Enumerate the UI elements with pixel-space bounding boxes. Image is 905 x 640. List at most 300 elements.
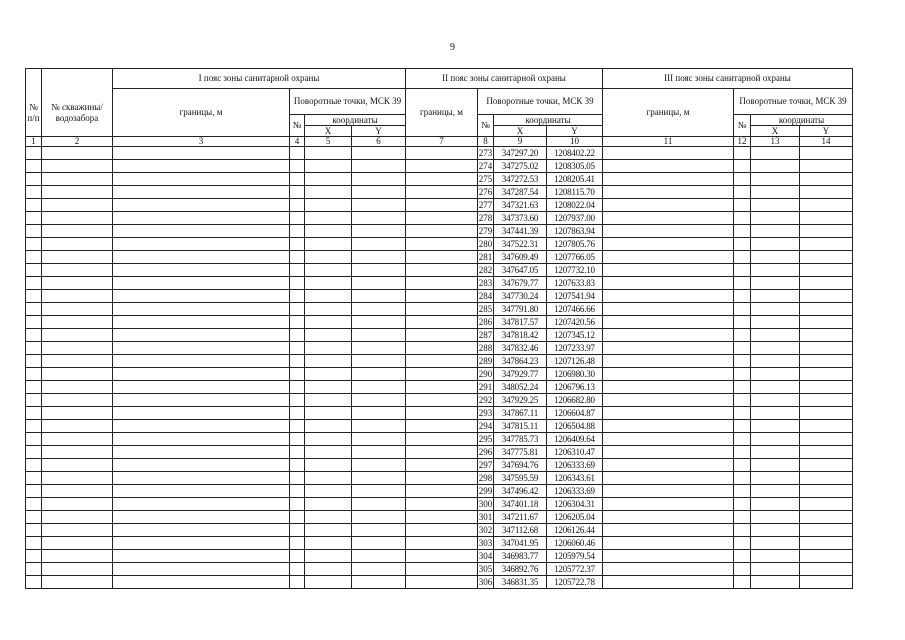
zone2-y-cell: 1208305.05 [547, 160, 603, 173]
column-number: 8 [478, 137, 494, 147]
zone1-x-cell [305, 342, 352, 355]
zone2-borders-cell [406, 563, 478, 576]
zone1-x-cell [305, 212, 352, 225]
zone3-point-cell [734, 576, 751, 589]
zone1-borders-cell [113, 147, 290, 160]
zone3-borders-cell [603, 420, 734, 433]
zone2-borders-cell [406, 472, 478, 485]
zone2-y-cell: 1206333.69 [547, 459, 603, 472]
zone3-x-cell [751, 238, 800, 251]
table-row [26, 550, 853, 563]
zone3-point-cell [734, 563, 751, 576]
row-cell [42, 264, 113, 277]
zone2-x-cell: 347694.76 [494, 459, 547, 472]
zone1-borders-cell [113, 173, 290, 186]
zone3-point-cell [734, 381, 751, 394]
zone2-x-cell: 347785.73 [494, 433, 547, 446]
zone2-x-cell: 347297.20 [494, 147, 547, 160]
zone3-y-cell [800, 251, 853, 264]
zone2-x-cell: 347373.60 [494, 212, 547, 225]
zone1-y-cell [352, 290, 406, 303]
zone1-point-cell [290, 199, 305, 212]
zone3-y-cell [800, 576, 853, 589]
zone1-borders-cell [113, 368, 290, 381]
zone1-x-cell [305, 199, 352, 212]
zone3-borders-cell [603, 407, 734, 420]
zone1-point-cell [290, 264, 305, 277]
zone3-point-cell [734, 550, 751, 563]
zone2-x-cell: 347647.05 [494, 264, 547, 277]
row-cell [26, 485, 42, 498]
zone2-borders-cell [406, 225, 478, 238]
zone3-x-cell [751, 251, 800, 264]
zone1-x-cell [305, 368, 352, 381]
zone2-y-cell: 1207466.66 [547, 303, 603, 316]
zone3-x-cell [751, 368, 800, 381]
zone1-x-cell [305, 147, 352, 160]
zone3-x-cell [751, 303, 800, 316]
zone1-y-cell [352, 524, 406, 537]
zone3-borders-cell [603, 368, 734, 381]
zone1-point-cell [290, 459, 305, 472]
table-row [26, 394, 853, 407]
table-row [26, 511, 853, 524]
zone1-borders-cell [113, 264, 290, 277]
zone1-y-header: Y [352, 126, 406, 137]
zone3-point-cell [734, 472, 751, 485]
zone1-borders-cell [113, 290, 290, 303]
zone1-x-cell [305, 277, 352, 290]
zone1-y-cell [352, 225, 406, 238]
table-row [26, 485, 853, 498]
zone1-point-cell [290, 381, 305, 394]
zone3-point-cell [734, 459, 751, 472]
column-number: 12 [734, 137, 751, 147]
table-row [26, 212, 853, 225]
row-cell [26, 238, 42, 251]
zone3-point-cell [734, 290, 751, 303]
zone2-point-cell: 297 [478, 459, 493, 470]
table-row [26, 342, 853, 355]
zone3-y-cell [800, 381, 853, 394]
zone1-x-cell [305, 160, 352, 173]
zone1-x-cell [305, 381, 352, 394]
zone1-borders-cell [113, 550, 290, 563]
zone3-x-cell [751, 498, 800, 511]
row-cell [42, 498, 113, 511]
table-row [26, 329, 853, 342]
zone2-x-cell: 347041.95 [494, 537, 547, 550]
zone2-y-cell: 1206980.30 [547, 368, 603, 381]
zone1-point-cell [290, 186, 305, 199]
zone2-y-cell: 1207732.10 [547, 264, 603, 277]
zone2-point-cell: 295 [478, 433, 493, 444]
zone2-borders-header: границы, м [406, 89, 478, 137]
zone1-borders-header: границы, м [113, 89, 290, 137]
row-cell [26, 368, 42, 381]
zone3-y-cell [800, 173, 853, 186]
zone1-y-cell [352, 251, 406, 264]
row-cell [26, 563, 42, 576]
zone1-x-header: X [305, 126, 352, 137]
zone2-point-cell: 278 [478, 212, 493, 223]
zone1-x-cell [305, 563, 352, 576]
row-cell [42, 563, 113, 576]
zone1-x-cell [305, 264, 352, 277]
zone2-y-cell: 1207126.48 [547, 355, 603, 368]
zone3-x-cell [751, 511, 800, 524]
zone2-point-cell: 305 [478, 563, 493, 574]
zone1-borders-cell [113, 342, 290, 355]
zone2-y-cell: 1205722.78 [547, 576, 603, 589]
zone2-point-cell: 301 [478, 511, 493, 522]
zone1-borders-cell [113, 251, 290, 264]
zone1-borders-cell [113, 381, 290, 394]
zone1-point-cell [290, 342, 305, 355]
table-row [26, 290, 853, 303]
zone2-x-cell: 347775.81 [494, 446, 547, 459]
zone3-x-cell [751, 394, 800, 407]
row-cell [26, 329, 42, 342]
zone3-y-cell [800, 524, 853, 537]
zone3-x-cell [751, 472, 800, 485]
zone3-header: III пояс зоны санитарной охраны [603, 69, 853, 89]
zone2-y-cell: 1208115.70 [547, 186, 603, 199]
zone1-y-cell [352, 446, 406, 459]
zone2-x-cell: 346983.77 [494, 550, 547, 563]
zone3-borders-cell [603, 381, 734, 394]
zone1-y-cell [352, 407, 406, 420]
zone2-y-cell: 1206310.47 [547, 446, 603, 459]
table-row [26, 576, 853, 589]
zone2-x-cell: 347864.23 [494, 355, 547, 368]
zone3-borders-cell [603, 186, 734, 199]
zone3-x-cell [751, 355, 800, 368]
zone3-point-cell [734, 420, 751, 433]
zone3-y-cell [800, 511, 853, 524]
zone2-point-cell: 306 [478, 576, 493, 587]
zone2-point-cell: 281 [478, 251, 493, 262]
row-cell [26, 160, 42, 173]
zone2-y-cell: 1207863.94 [547, 225, 603, 238]
zone1-point-cell [290, 576, 305, 589]
zone1-y-cell [352, 264, 406, 277]
row-cell [42, 225, 113, 238]
zone3-y-cell [800, 537, 853, 550]
zone1-borders-cell [113, 420, 290, 433]
zone3-borders-cell [603, 433, 734, 446]
row-cell [42, 303, 113, 316]
zone2-x-cell: 347112.68 [494, 524, 547, 537]
zone3-borders-cell [603, 485, 734, 498]
zone1-x-cell [305, 472, 352, 485]
zone3-borders-cell [603, 303, 734, 316]
zone1-borders-cell [113, 537, 290, 550]
zone2-point-cell: 285 [478, 303, 493, 314]
row-cell [26, 459, 42, 472]
zone3-x-cell [751, 173, 800, 186]
zone3-x-cell [751, 563, 800, 576]
row-cell [42, 329, 113, 342]
column-number: 1 [26, 137, 42, 147]
zone1-borders-cell [113, 394, 290, 407]
row-cell [42, 212, 113, 225]
zone2-point-cell: 279 [478, 225, 493, 236]
zone1-point-cell [290, 407, 305, 420]
zone1-borders-cell [113, 186, 290, 199]
zone3-x-cell [751, 446, 800, 459]
zone2-header: II пояс зоны санитарной охраны [406, 69, 603, 89]
zone1-borders-cell [113, 407, 290, 420]
zone2-x-cell: 347867.11 [494, 407, 547, 420]
zone3-borders-cell [603, 459, 734, 472]
zone2-borders-cell [406, 485, 478, 498]
table-row [26, 355, 853, 368]
zone1-point-cell [290, 485, 305, 498]
zone2-point-cell: 282 [478, 264, 493, 275]
row-cell [26, 225, 42, 238]
zone3-borders-cell [603, 329, 734, 342]
zone1-point-cell [290, 511, 305, 524]
column-number: 3 [113, 137, 290, 147]
zone2-y-cell: 1206333.69 [547, 485, 603, 498]
zone2-borders-cell [406, 264, 478, 277]
row-cell [42, 368, 113, 381]
zone2-point-cell: 304 [478, 550, 493, 561]
zone1-borders-cell [113, 433, 290, 446]
zone2-borders-cell [406, 459, 478, 472]
row-cell [42, 433, 113, 446]
column-number: 11 [603, 137, 734, 147]
row-cell [42, 147, 113, 160]
zone3-point-cell [734, 524, 751, 537]
table-row [26, 563, 853, 576]
zone1-point-cell [290, 277, 305, 290]
table-row [26, 433, 853, 446]
column-number: 6 [352, 137, 406, 147]
zone1-coordinates-header: координаты [305, 115, 406, 126]
table-row [26, 498, 853, 511]
zone3-y-cell [800, 485, 853, 498]
zone3-borders-cell [603, 277, 734, 290]
row-cell [26, 277, 42, 290]
zone3-x-cell [751, 550, 800, 563]
zone2-borders-cell [406, 511, 478, 524]
row-cell [42, 524, 113, 537]
row-cell [26, 251, 42, 264]
row-cell [26, 537, 42, 550]
zone2-point-cell: 288 [478, 342, 493, 353]
zone1-x-cell [305, 446, 352, 459]
zone2-y-cell: 1207937.00 [547, 212, 603, 225]
zone3-coordinates-header: координаты [751, 115, 853, 126]
zone1-header: I пояс зоны санитарной охраны [113, 69, 406, 89]
zone3-borders-cell [603, 238, 734, 251]
zone1-y-cell [352, 459, 406, 472]
zone3-y-cell [800, 329, 853, 342]
zone2-x-cell: 346831.35 [494, 576, 547, 589]
zone2-x-cell: 346892.76 [494, 563, 547, 576]
zone1-y-cell [352, 147, 406, 160]
zone3-borders-cell [603, 576, 734, 589]
zone2-borders-cell [406, 186, 478, 199]
zone1-x-cell [305, 524, 352, 537]
column-number: 10 [547, 137, 603, 147]
zone3-x-cell [751, 264, 800, 277]
table-row [26, 472, 853, 485]
column-number: 5 [305, 137, 352, 147]
row-cell [42, 407, 113, 420]
row-cell [26, 524, 42, 537]
zone2-x-cell: 347818.42 [494, 329, 547, 342]
zone3-borders-header: границы, м [603, 89, 734, 137]
zone3-point-cell [734, 342, 751, 355]
zone1-point-cell [290, 550, 305, 563]
zone2-y-cell: 1206304.31 [547, 498, 603, 511]
zone3-point-cell [734, 212, 751, 225]
zone2-point-cell: 283 [478, 277, 493, 288]
zone3-x-cell [751, 316, 800, 329]
zone1-y-cell [352, 212, 406, 225]
row-cell [26, 173, 42, 186]
zone1-borders-cell [113, 498, 290, 511]
zone2-point-cell: 290 [478, 368, 493, 379]
row-cell [42, 537, 113, 550]
zone3-y-cell [800, 407, 853, 420]
zone2-y-cell: 1207633.83 [547, 277, 603, 290]
zone2-point-cell: 303 [478, 537, 493, 548]
table-row [26, 277, 853, 290]
zone1-point-cell [290, 498, 305, 511]
zone3-x-cell [751, 212, 800, 225]
row-cell [26, 212, 42, 225]
column-number: 4 [290, 137, 305, 147]
zone1-borders-cell [113, 238, 290, 251]
zone2-point-cell: 284 [478, 290, 493, 301]
zone3-y-cell [800, 238, 853, 251]
zone1-x-cell [305, 173, 352, 186]
zone3-x-cell [751, 433, 800, 446]
zone2-borders-cell [406, 446, 478, 459]
zone1-x-cell [305, 394, 352, 407]
row-cell [42, 173, 113, 186]
zone1-borders-cell [113, 303, 290, 316]
zone2-borders-cell [406, 433, 478, 446]
zone1-borders-cell [113, 316, 290, 329]
zone2-y-cell: 1205979.54 [547, 550, 603, 563]
zone3-borders-cell [603, 316, 734, 329]
zone3-borders-cell [603, 355, 734, 368]
column-number: 7 [406, 137, 478, 147]
zone3-x-cell [751, 420, 800, 433]
row-cell [26, 186, 42, 199]
zone1-borders-cell [113, 446, 290, 459]
zone1-borders-cell [113, 511, 290, 524]
table-row [26, 537, 853, 550]
zone2-point-cell: 273 [478, 147, 493, 158]
zone3-x-cell [751, 485, 800, 498]
row-cell [26, 355, 42, 368]
zone3-point-cell [734, 511, 751, 524]
zone2-x-cell: 347730.24 [494, 290, 547, 303]
row-cell [26, 420, 42, 433]
zone1-point-cell [290, 303, 305, 316]
zone1-x-cell [305, 290, 352, 303]
table-row [26, 225, 853, 238]
zone2-point-cell: 287 [478, 329, 493, 340]
zone3-y-cell [800, 394, 853, 407]
zone2-y-cell: 1208205.41 [547, 173, 603, 186]
zone1-y-cell [352, 576, 406, 589]
zone1-x-cell [305, 485, 352, 498]
zone2-y-cell: 1207805.76 [547, 238, 603, 251]
table-row [26, 173, 853, 186]
zone3-y-cell [800, 498, 853, 511]
row-cell [42, 550, 113, 563]
zone1-x-cell [305, 407, 352, 420]
zone1-point-cell [290, 420, 305, 433]
zone2-y-cell: 1206205.04 [547, 511, 603, 524]
zone3-x-cell [751, 160, 800, 173]
zone1-borders-cell [113, 524, 290, 537]
zone1-turning-points-header: Поворотные точки, МСК 39 [290, 89, 406, 115]
zone2-x-cell: 347832.46 [494, 342, 547, 355]
zone3-borders-cell [603, 147, 734, 160]
zone1-borders-cell [113, 212, 290, 225]
zone2-borders-cell [406, 173, 478, 186]
zone3-borders-cell [603, 537, 734, 550]
zone2-y-cell: 1207541.94 [547, 290, 603, 303]
zone1-y-cell [352, 160, 406, 173]
zone3-point-cell [734, 498, 751, 511]
row-cell [26, 472, 42, 485]
zone2-point-cell: 293 [478, 407, 493, 418]
zone2-point-cell: 274 [478, 160, 493, 171]
zone3-x-cell [751, 225, 800, 238]
zone1-point-cell [290, 472, 305, 485]
zone1-borders-cell [113, 355, 290, 368]
zone1-point-cell [290, 316, 305, 329]
zone2-x-cell: 347929.25 [494, 394, 547, 407]
zone3-point-cell [734, 186, 751, 199]
zone3-y-cell [800, 277, 853, 290]
zone2-x-cell: 347609.49 [494, 251, 547, 264]
zone1-y-cell [352, 329, 406, 342]
row-cell [42, 160, 113, 173]
zone2-point-cell: 296 [478, 446, 493, 457]
zone2-point-num-header: № [478, 115, 494, 137]
zone2-y-cell: 1207233.97 [547, 342, 603, 355]
row-cell [42, 420, 113, 433]
zone1-y-cell [352, 199, 406, 212]
zone3-point-cell [734, 394, 751, 407]
zone3-x-cell [751, 537, 800, 550]
table-row [26, 407, 853, 420]
zone3-y-header: Y [800, 126, 853, 137]
zone1-borders-cell [113, 329, 290, 342]
column-number: 9 [494, 137, 547, 147]
zone2-borders-cell [406, 238, 478, 251]
table-row [26, 381, 853, 394]
zone1-x-cell [305, 550, 352, 563]
page-number: 9 [450, 42, 455, 53]
zone2-borders-cell [406, 550, 478, 563]
zone3-borders-cell [603, 199, 734, 212]
zone1-point-cell [290, 251, 305, 264]
zone1-borders-cell [113, 472, 290, 485]
zone2-point-cell: 302 [478, 524, 493, 535]
zone3-y-cell [800, 446, 853, 459]
